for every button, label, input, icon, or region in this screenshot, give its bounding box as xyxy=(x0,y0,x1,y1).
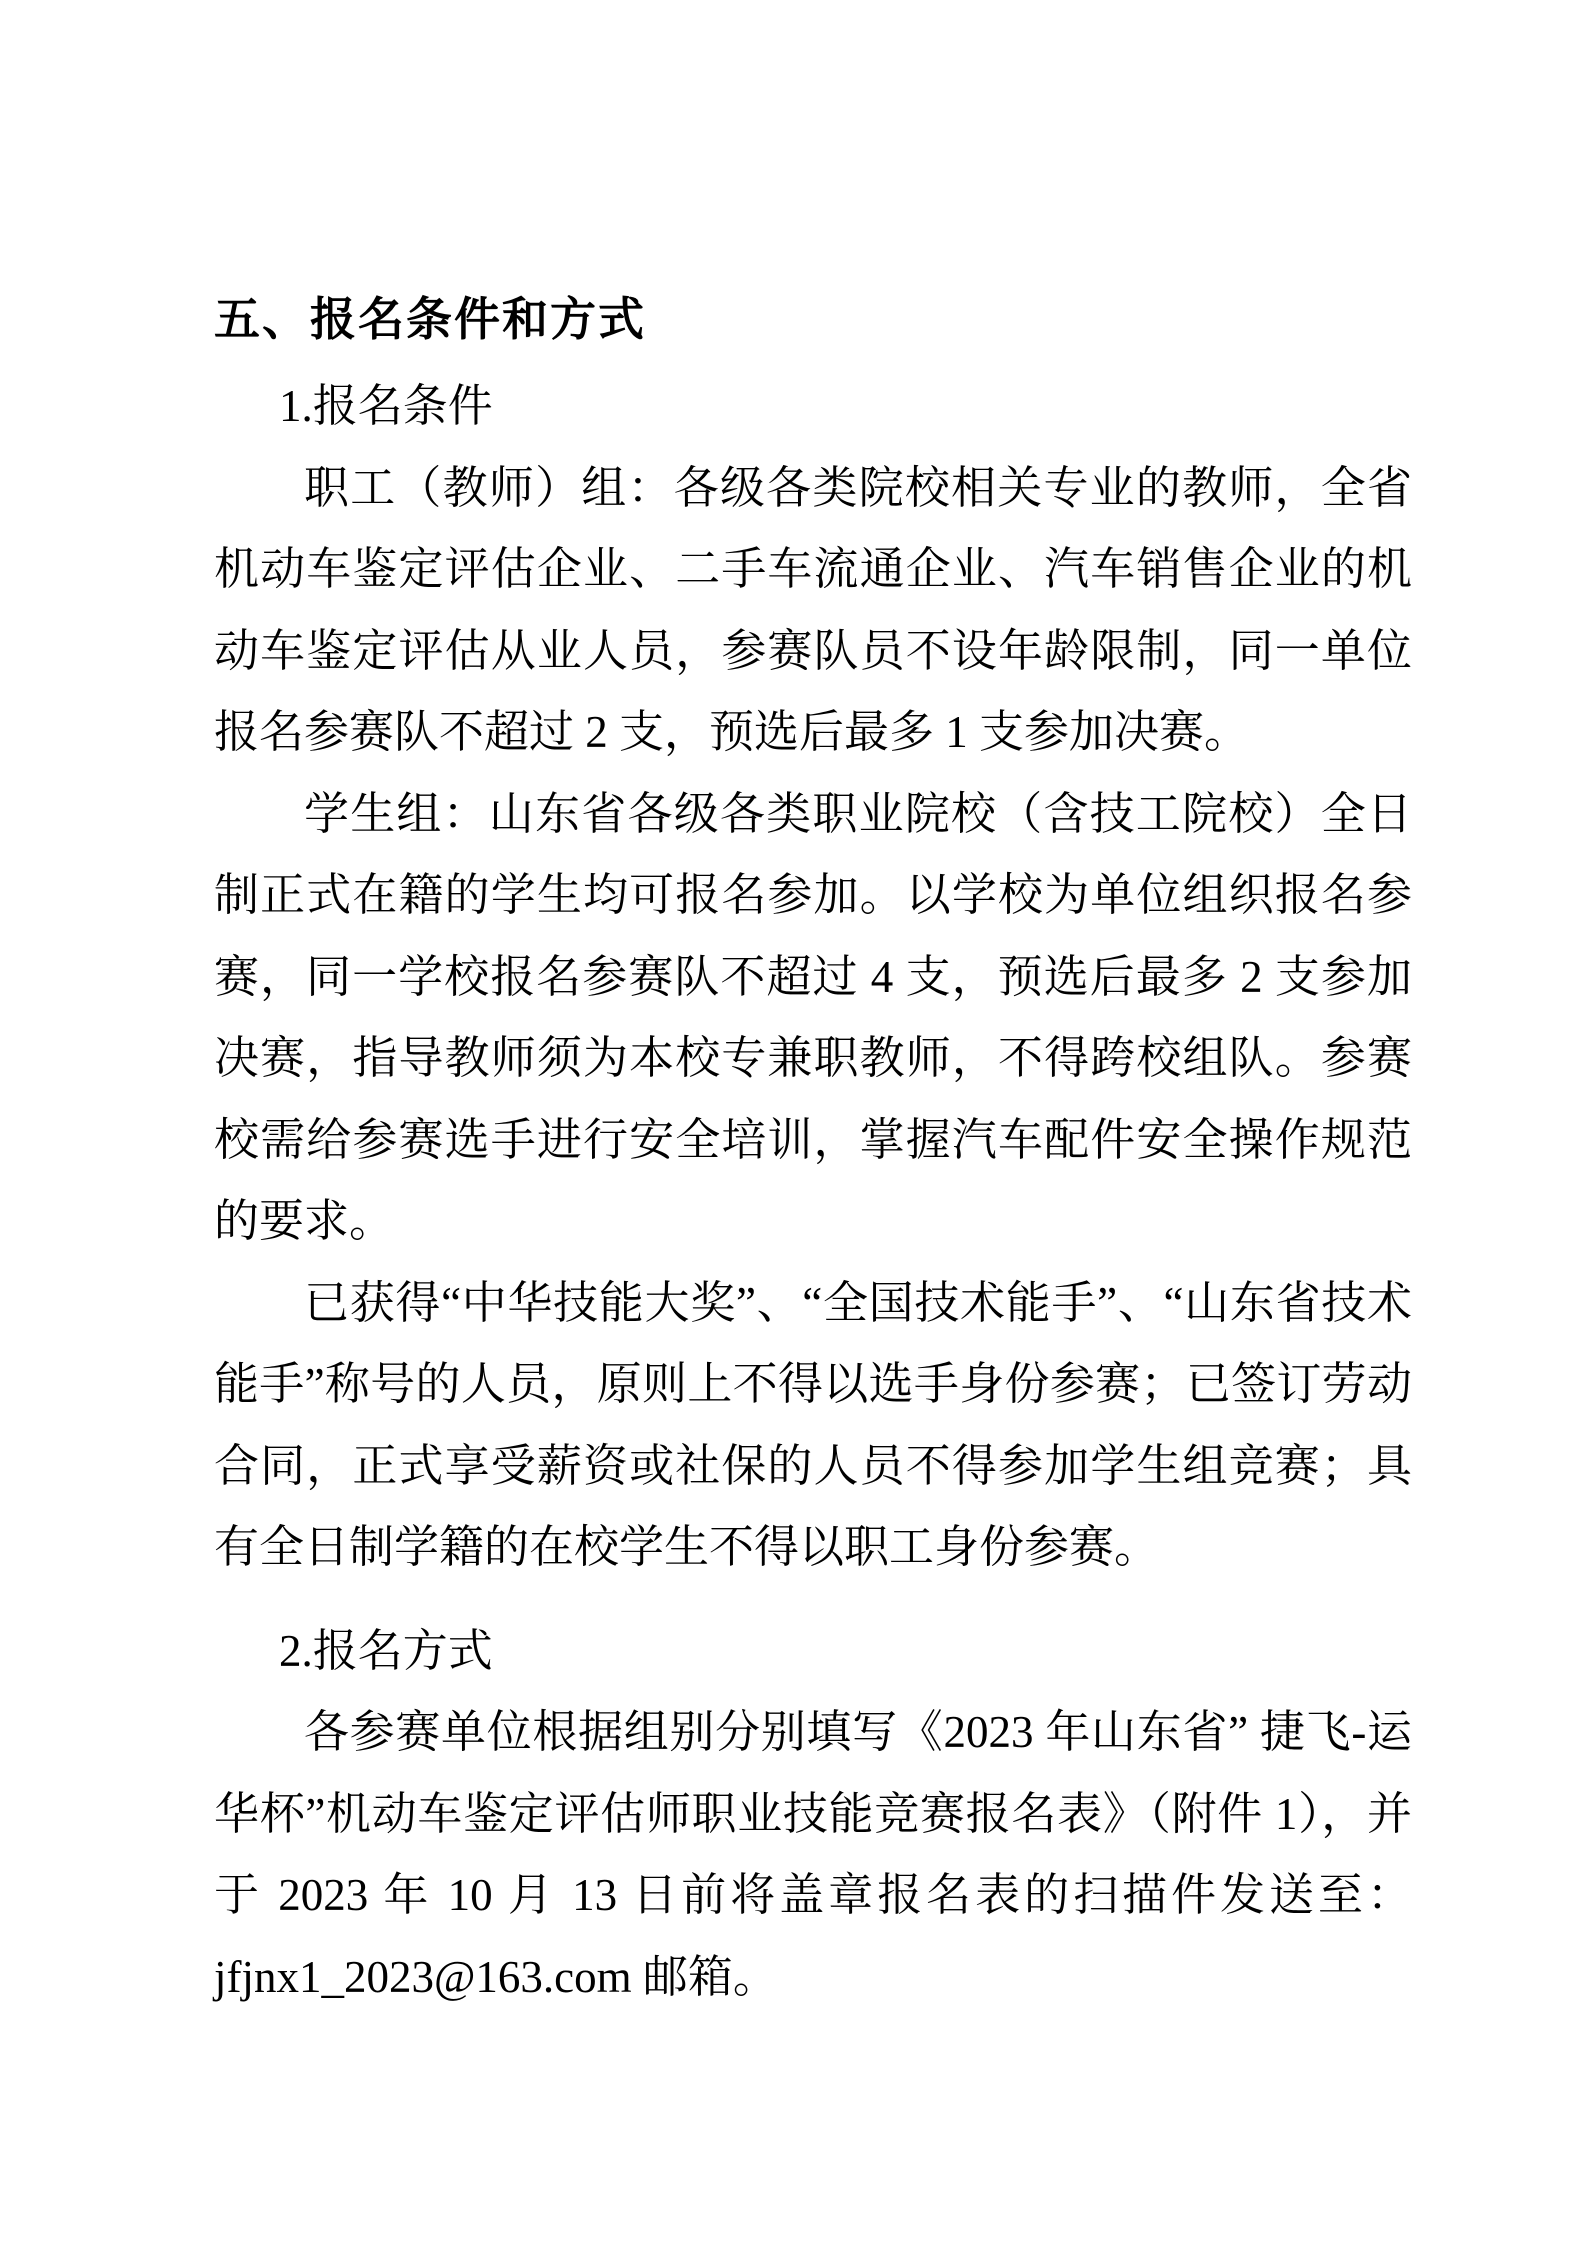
section-heading: 五、报名条件和方式 xyxy=(214,293,646,345)
paragraph-eligibility-restrictions: 已获得“中华技能大奖”、“全国技术能手”、“山东省技术能手”称号的人员，原则上不得以选手身份参赛；已签订劳动合同，正式享受薪资或社保的人员不得参加学生组竞赛；具有全日制学籍的在校学生不得以职工身份参赛。 xyxy=(214,1277,1412,1572)
method-text: 各参赛单位根据组别分别填写《2023 年山东省” 捷飞-运华杯”机动车鉴定评估师职业技能竞赛报名表》（附件 1），并于 2023 年 10 月 13 日前将盖章报名表的扫描件发送至： xyxy=(214,1707,1412,1920)
paragraph-student-group: 学生组：山东省各级各类职业院校（含技工院校）全日制正式在籍的学生均可报名参加。以学校为单位组织报名参赛，同一学校报名参赛队不超过 4 支，预选后最多 2 支参加决赛，指导教师须为本校专兼职教师，不得跨校组队。参赛校需给参赛选手进行安全培训，掌握汽车配件安全操作规范的要求。 xyxy=(214,788,1412,1246)
registration-method-section xyxy=(214,1611,1412,2019)
paragraph-method xyxy=(214,1692,1412,2018)
email-address: jfjnx1_2023@163.com xyxy=(214,1951,632,2002)
subheading-method: 2.报名方式 xyxy=(279,1625,493,1676)
method-text-suffix: 邮箱。 xyxy=(631,1951,778,2002)
text-block xyxy=(214,294,1412,2018)
registration-conditions-section xyxy=(214,366,1412,1589)
subheading-conditions: 1.报名条件 xyxy=(279,381,493,431)
paragraph-staff-group: 职工（教师）组：各级各类院校相关专业的教师，全省机动车鉴定评估企业、二手车流通企业、汽车销售企业的机动车鉴定评估从业人员，参赛队员不设年龄限制，同一单位报名参赛队不超过 2 支，预选后最多 1 支参加决赛。 xyxy=(214,462,1412,757)
